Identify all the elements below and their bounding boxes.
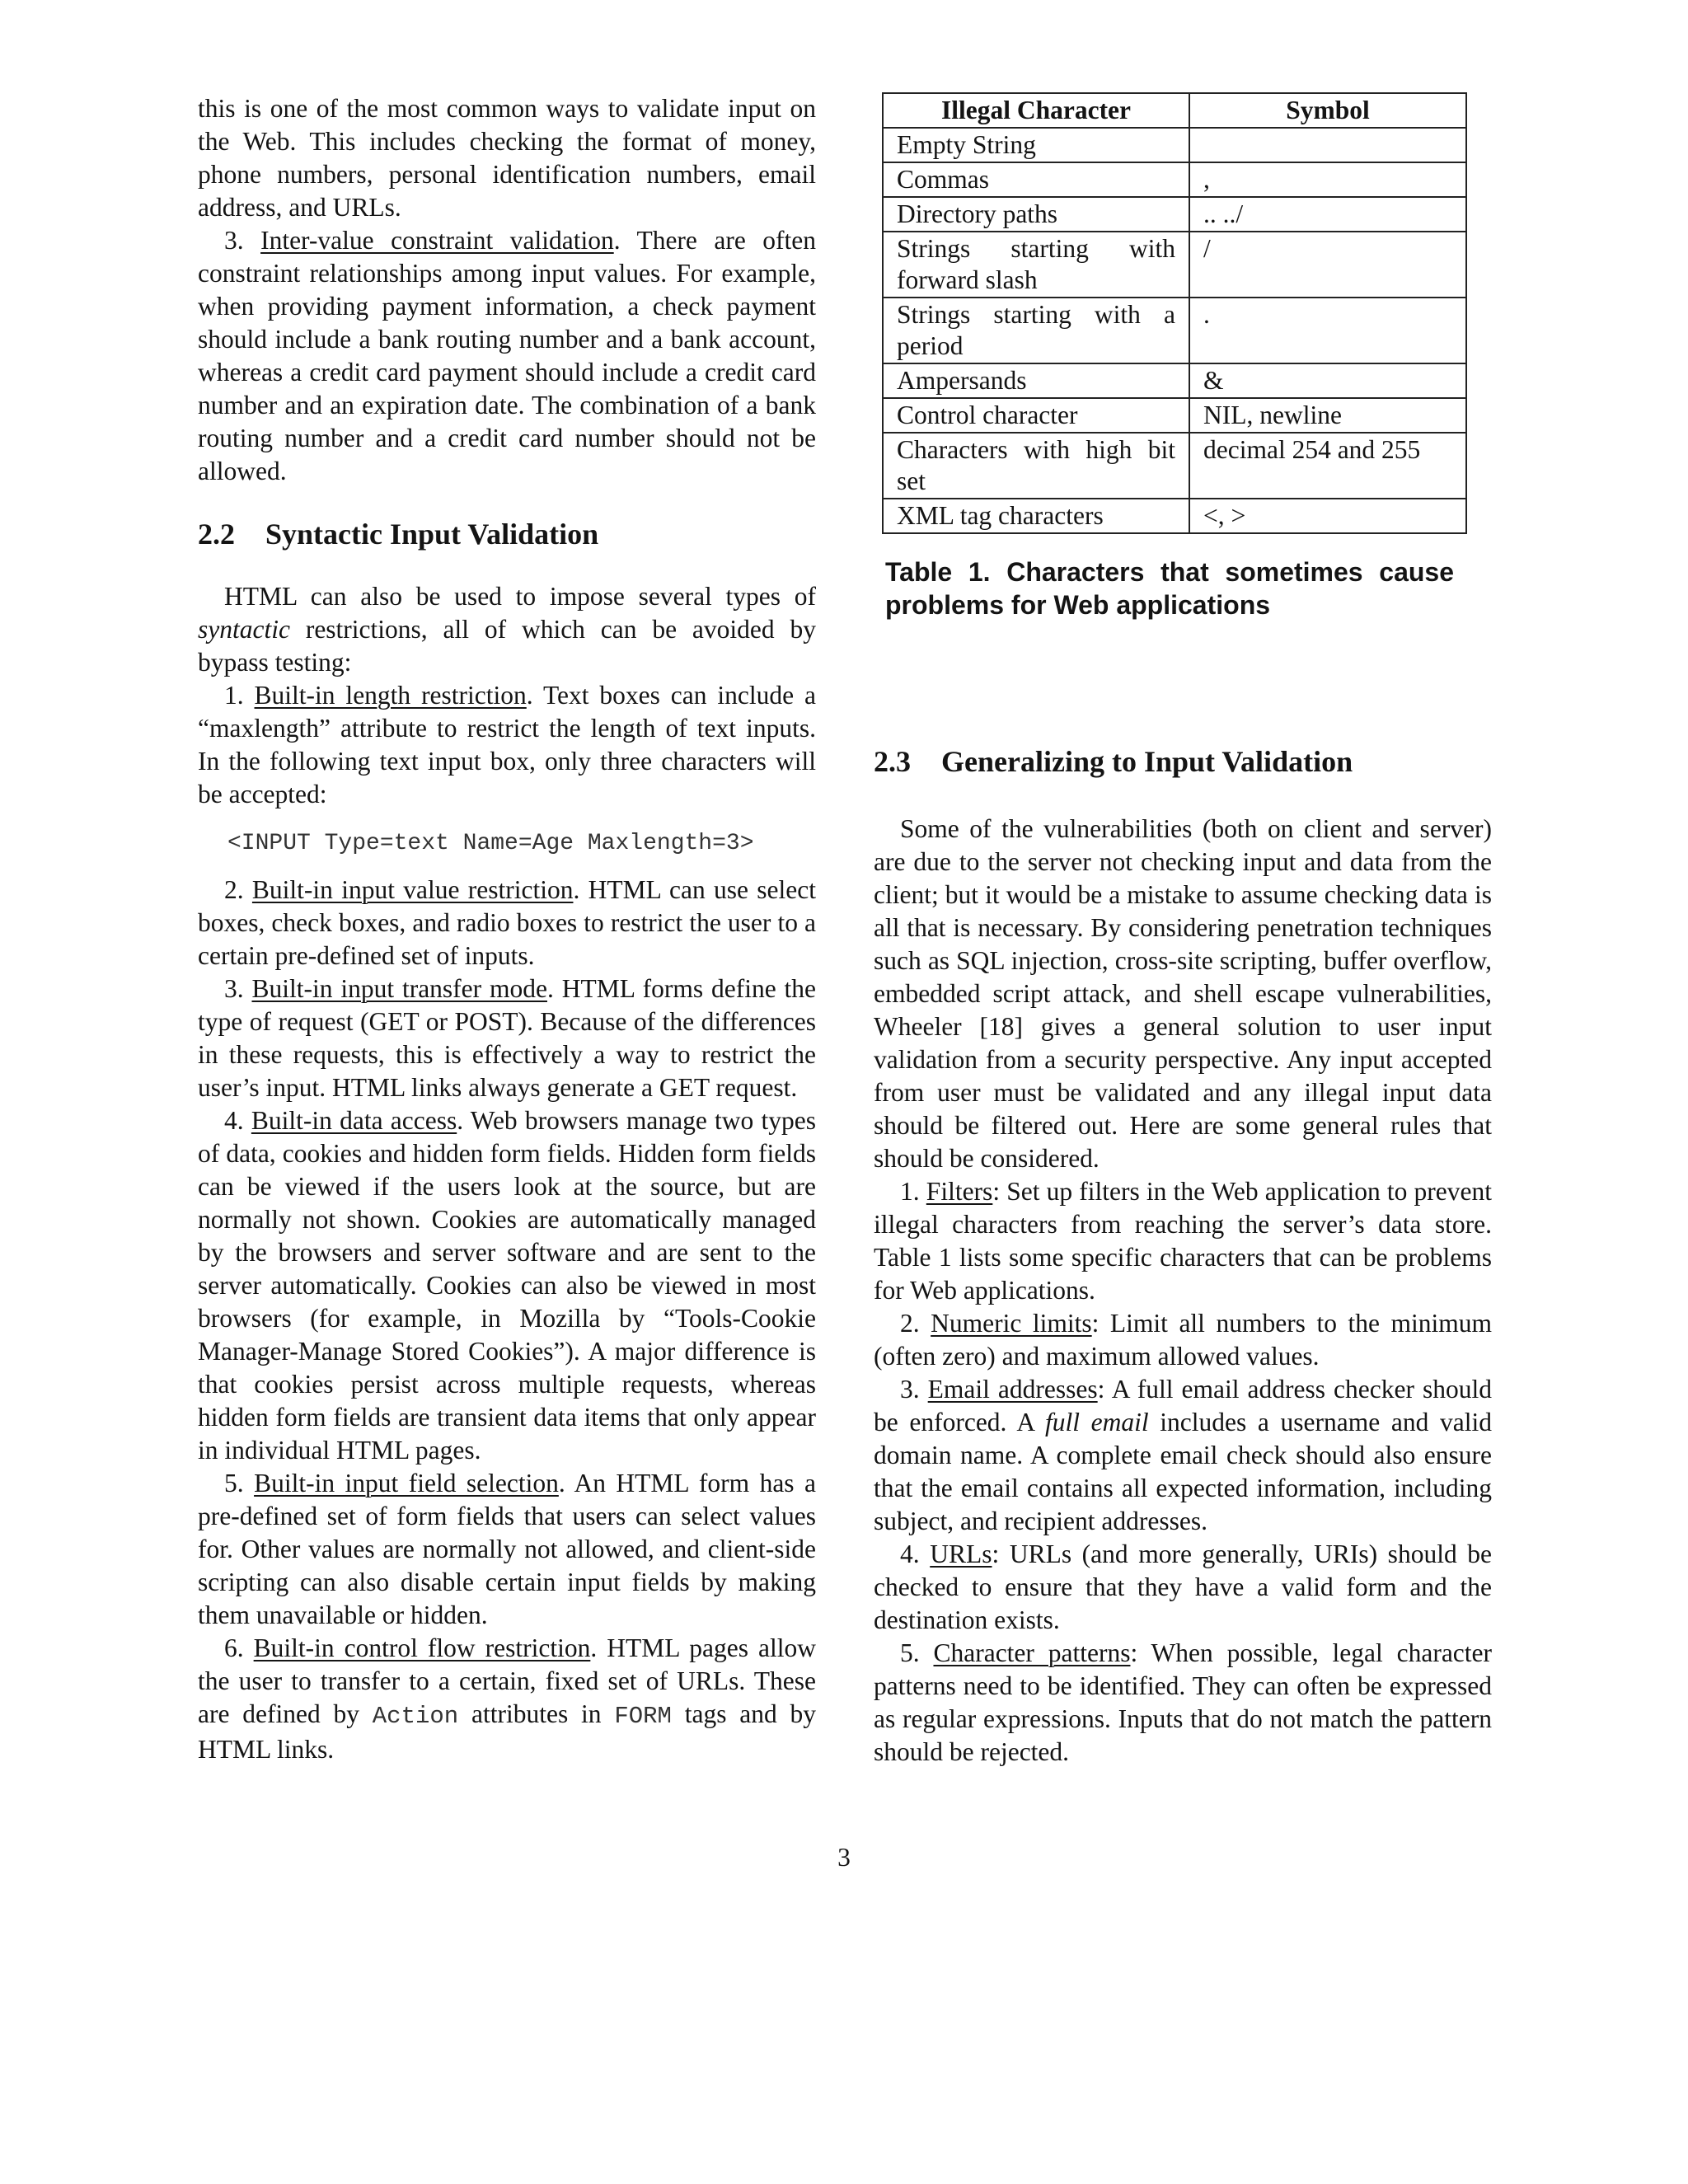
table-cell: Strings starting with forward slash (883, 232, 1189, 298)
list-item-text: . HTML pages allow the user to transfer to a certain, fixed set of URLs. These are defined by (198, 1633, 817, 1728)
paragraph-intro: this is one of the most common ways to validate input on the Web. This includes checking the format of money, phone numbers, personal identification numbers, email address, and URLs. (198, 94, 816, 222)
list-number: 3. (224, 974, 244, 1003)
list-item-text: . There are often constraint relationships among input values. For example, when providing payment information, a check payment should include a bank routing number and a bank account, whereas a credit card payment should include a credit card number and an expiration date. The combination of a bank routing number and a credit card number should not be allowed. (198, 226, 816, 485)
list-number: 5. (224, 1469, 244, 1497)
list-item-title: Built-in input field selection (254, 1469, 559, 1497)
inline-code: FORM (614, 1703, 672, 1730)
right-column (874, 92, 1492, 1769)
list-item-text: . An HTML form has a pre-defined set of form fields that users can select values for. Other values are normally not allowed, and client-side scripting can also disable certain input fields by making them unavailable or hidden. (198, 1469, 816, 1629)
table-cell: Strings starting with a period (883, 298, 1189, 363)
text-run: HTML can also be used to impose several types of (224, 582, 816, 611)
table-cell: XML tag characters (883, 499, 1189, 533)
list-number: 2. (224, 875, 244, 904)
list-item-title: Filters (926, 1177, 993, 1206)
list-item-text: includes a username and valid domain name. A complete email check should also ensure that the email contains all expected information, including subject, and recipient addresses. (874, 1408, 1492, 1535)
list-item-title: Inter-value constraint validation (260, 226, 614, 255)
table-cell: . (1189, 298, 1466, 363)
list-item-value-restriction (198, 874, 816, 972)
list-item-email (874, 1373, 1492, 1538)
list-item-urls (874, 1538, 1492, 1637)
list-item-text: . HTML forms define the type of request (GET or POST). Because of the differences in these requests, this is effectively a way to restrict the user’s input. HTML links always generate a GET request. (198, 974, 817, 1102)
inline-code: Action (372, 1703, 459, 1730)
table-cell: , (1189, 162, 1466, 197)
table-header-cell: Illegal Character (883, 93, 1189, 128)
list-item-inter-value (198, 224, 816, 488)
table-row (883, 162, 1466, 197)
text-run: restrictions, all of which can be avoided by bypass testing: (198, 615, 816, 677)
illegal-characters-table (882, 92, 1467, 534)
list-number: 3. (224, 226, 244, 255)
table-cell: Control character (883, 398, 1189, 433)
emphasis: syntactic (198, 615, 290, 644)
page-number: 3 (837, 1843, 851, 1872)
table-row (883, 499, 1466, 533)
table-cell: NIL, newline (1189, 398, 1466, 433)
list-item-text: : URLs (and more generally, URIs) should be checked to ensure that they have a valid form and the destination exists. (874, 1540, 1493, 1634)
list-item-title: Email addresses (927, 1375, 1098, 1404)
list-item-title: Built-in length restriction (254, 681, 527, 710)
emphasis: full email (1045, 1408, 1149, 1436)
list-item-text: : When possible, legal character patterns need to be identified. They can often be expressed as regular expressions. Inputs that do not match the pattern should be rejected. (874, 1638, 1492, 1766)
list-number: 1. (900, 1177, 920, 1206)
table-header-cell: Symbol (1189, 93, 1466, 128)
list-number: 4. (224, 1106, 244, 1135)
list-item-data-access (198, 1104, 816, 1467)
table-row (883, 433, 1466, 499)
list-item-title: Built-in data access (251, 1106, 457, 1135)
list-item-title: Numeric limits (931, 1309, 1092, 1338)
list-number: 5. (900, 1638, 920, 1667)
list-item-filters (874, 1175, 1492, 1307)
section-title: Syntactic Input Validation (265, 518, 599, 551)
table-row (883, 298, 1466, 363)
table-row (883, 398, 1466, 433)
list-item-text: . Web browsers manage two types of data, cookies and hidden form fields. Hidden form fields can be viewed if the users look at the source, but are normally not shown. Cookies are automatically managed by the browsers and server software and are sent to the server automatically. Cookies can also be viewed in most browsers (for example, in Mozilla by “Tools-Cookie Manager-Manage Stored Cookies”). A major difference is that cookies persist across multiple requests, whereas hidden form fields are transient data items that only appear in individual HTML pages. (198, 1106, 816, 1465)
code-example: <INPUT Type=text Name=Age Maxlength=3> (227, 831, 754, 856)
list-item-text: : Limit all numbers to the minimum (often zero) and maximum allowed values. (874, 1309, 1492, 1371)
list-item-text: . HTML can use select boxes, check boxes, and radio boxes to restrict the user to a certain pre-defined set of inputs. (198, 875, 817, 970)
list-item-text: . Text boxes can include a “maxlength” attribute to restrict the length of text inputs. In the following text input box, only three characters will be accepted: (198, 681, 817, 808)
list-item-text: : Set up filters in the Web application to prevent illegal characters from reaching the server’s data store. Table 1 lists some specific characters that can be problems for Web applications. (874, 1177, 1493, 1305)
section-title: Generalizing to Input Validation (941, 745, 1353, 778)
table-cell: Commas (883, 162, 1189, 197)
paragraph-generalizing: Some of the vulnerabilities (both on client and server) are due to the server not checking input and data from the client; but it would be a mistake to assume checking data is all that is necessary. By considering penetration techniques such as SQL injection, cross-site scripting, buffer overflow, embedded script attack, and shell escape vulnerabilities, Wheeler [18] gives a general solution to user input validation from a security perspective. Any input accepted from user must be validated and any illegal input data should be filtered out. Here are some general rules that should be considered. (874, 814, 1492, 1173)
table-cell: <, > (1189, 499, 1466, 533)
list-item-title: Built-in control flow restriction (253, 1633, 591, 1662)
table-cell: Characters with high bit set (883, 433, 1189, 499)
table-caption: Table 1. Characters that sometimes cause problems for Web applications (885, 557, 1454, 620)
list-item-control-flow (198, 1632, 816, 1766)
table-cell: Directory paths (883, 197, 1189, 232)
table-row (883, 128, 1466, 162)
table-cell: .. ../ (1189, 197, 1466, 232)
list-item-text: attributes in (471, 1699, 602, 1728)
table-cell: Empty String (883, 128, 1189, 162)
section-number: 2.3 (874, 745, 911, 778)
list-item-numeric-limits (874, 1307, 1492, 1373)
list-item-transfer-mode (198, 972, 816, 1104)
table-row (883, 232, 1466, 298)
table-cell: & (1189, 363, 1466, 398)
paragraph-html-restrictions (198, 580, 816, 679)
list-number: 3. (900, 1375, 920, 1404)
list-number: 1. (224, 681, 244, 710)
list-number: 6. (224, 1633, 244, 1662)
list-item-title: Built-in input transfer mode (251, 974, 547, 1003)
section-heading-2-2 (198, 516, 816, 552)
list-item-field-selection (198, 1467, 816, 1632)
list-item-text: : A full email address checker should be enforced. A (874, 1375, 1493, 1436)
table-cell: decimal 254 and 255 (1189, 433, 1466, 499)
table-row (883, 363, 1466, 398)
list-number: 2. (900, 1309, 920, 1338)
table-row (883, 197, 1466, 232)
list-item-title: Character patterns (933, 1638, 1131, 1667)
table-header-row (883, 93, 1466, 128)
table-cell (1189, 128, 1466, 162)
list-item-title: URLs (930, 1540, 992, 1568)
list-number: 4. (900, 1540, 920, 1568)
list-item-text: tags and by HTML links. (198, 1699, 817, 1764)
list-item-title: Built-in input value restriction (251, 875, 574, 904)
table-cell: Ampersands (883, 363, 1189, 398)
table-cell: / (1189, 232, 1466, 298)
list-item-character-patterns (874, 1637, 1492, 1769)
list-item-length-restriction (198, 679, 816, 811)
section-number: 2.2 (198, 518, 235, 551)
section-heading-2-3 (874, 743, 1492, 780)
left-column (198, 92, 816, 1766)
